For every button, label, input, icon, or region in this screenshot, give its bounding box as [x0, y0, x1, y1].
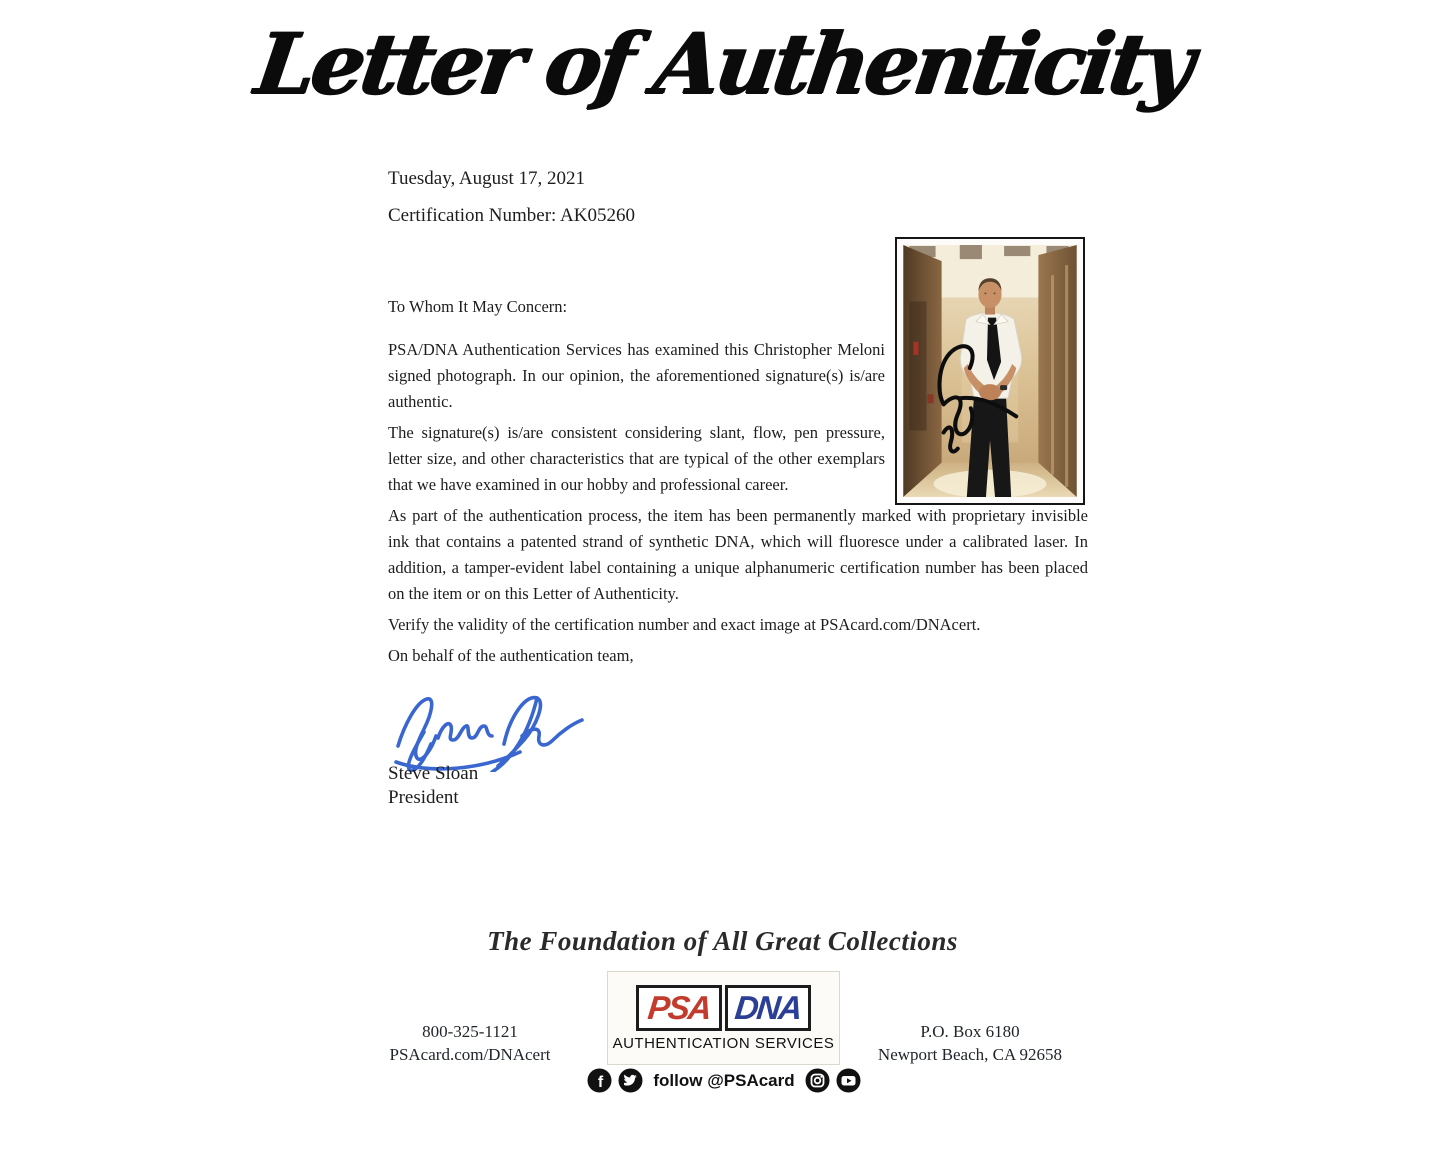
- social-media-row: [598, 1068, 844, 1093]
- authentication-services-label: AUTHENTICATION SERVICES: [612, 1034, 835, 1052]
- company-tagline: The Foundation of All Great Collections: [487, 926, 958, 956]
- psa-logo-box: [636, 985, 722, 1031]
- facebook-icon: [587, 1068, 612, 1093]
- paragraph-opinion: PSA/DNA Authentication Services has examined this Christopher Meloni signed photograph. In our opinion, the aforementioned signature(s) is/are authentic.: [388, 340, 885, 411]
- psa-dna-logo: [636, 985, 811, 1031]
- footer-city: Newport Beach, CA 92658: [877, 1045, 1063, 1064]
- letter-body: [388, 294, 1088, 674]
- dna-logo-box: [725, 985, 811, 1031]
- signer-block: [388, 762, 478, 810]
- paragraph-process: As part of the authentication process, the item has been permanently marked with proprietary invisible ink that contains a patented strand of synthetic DNA, which will fluoresce under a calibrated laser. In addition, a tamper-evident label containing a unique alphanumeric certification number has been placed on the item or on this Letter of Authenticity.: [388, 506, 1088, 603]
- instagram-icon: [805, 1068, 830, 1093]
- footer-contact: [350, 1020, 590, 1066]
- psa-logo-text: PSA: [646, 988, 712, 1026]
- certification-number: Certification Number: AK05260: [388, 205, 635, 226]
- letter-date: Tuesday, August 17, 2021: [388, 168, 586, 189]
- footer-address: [850, 1020, 1090, 1066]
- youtube-icon: [836, 1068, 861, 1093]
- dna-logo-text: DNA: [733, 988, 803, 1026]
- twitter-icon: [618, 1068, 643, 1093]
- signer-name: Steve Sloan: [388, 763, 479, 784]
- psa-dna-logo-sticker: [607, 971, 840, 1065]
- salutation: To Whom It May Concern:: [388, 297, 568, 316]
- footer-phone: 800-325-1121: [422, 1022, 518, 1041]
- paragraph-verify: Verify the validity of the certification number and exact image at PSAcard.com/DNAcert.: [388, 615, 981, 634]
- paragraph-consistency: The signature(s) is/are consistent considering slant, flow, pen pressure, letter size, and other characteristics that are typical of the other exemplars that we have examined in our hobby and professional career.: [388, 423, 885, 494]
- footer-po-box: P.O. Box 6180: [920, 1022, 1020, 1041]
- letter-title: Letter of Authenticity: [249, 14, 1196, 113]
- svg-text:f: f: [598, 1074, 604, 1091]
- follow-handle-text: follow @PSAcard: [653, 1070, 795, 1090]
- date-block: [388, 160, 635, 234]
- footer-website: PSAcard.com/DNAcert: [389, 1045, 551, 1064]
- signer-title: President: [388, 787, 459, 808]
- paragraph-closing: On behalf of the authentication team,: [388, 646, 634, 665]
